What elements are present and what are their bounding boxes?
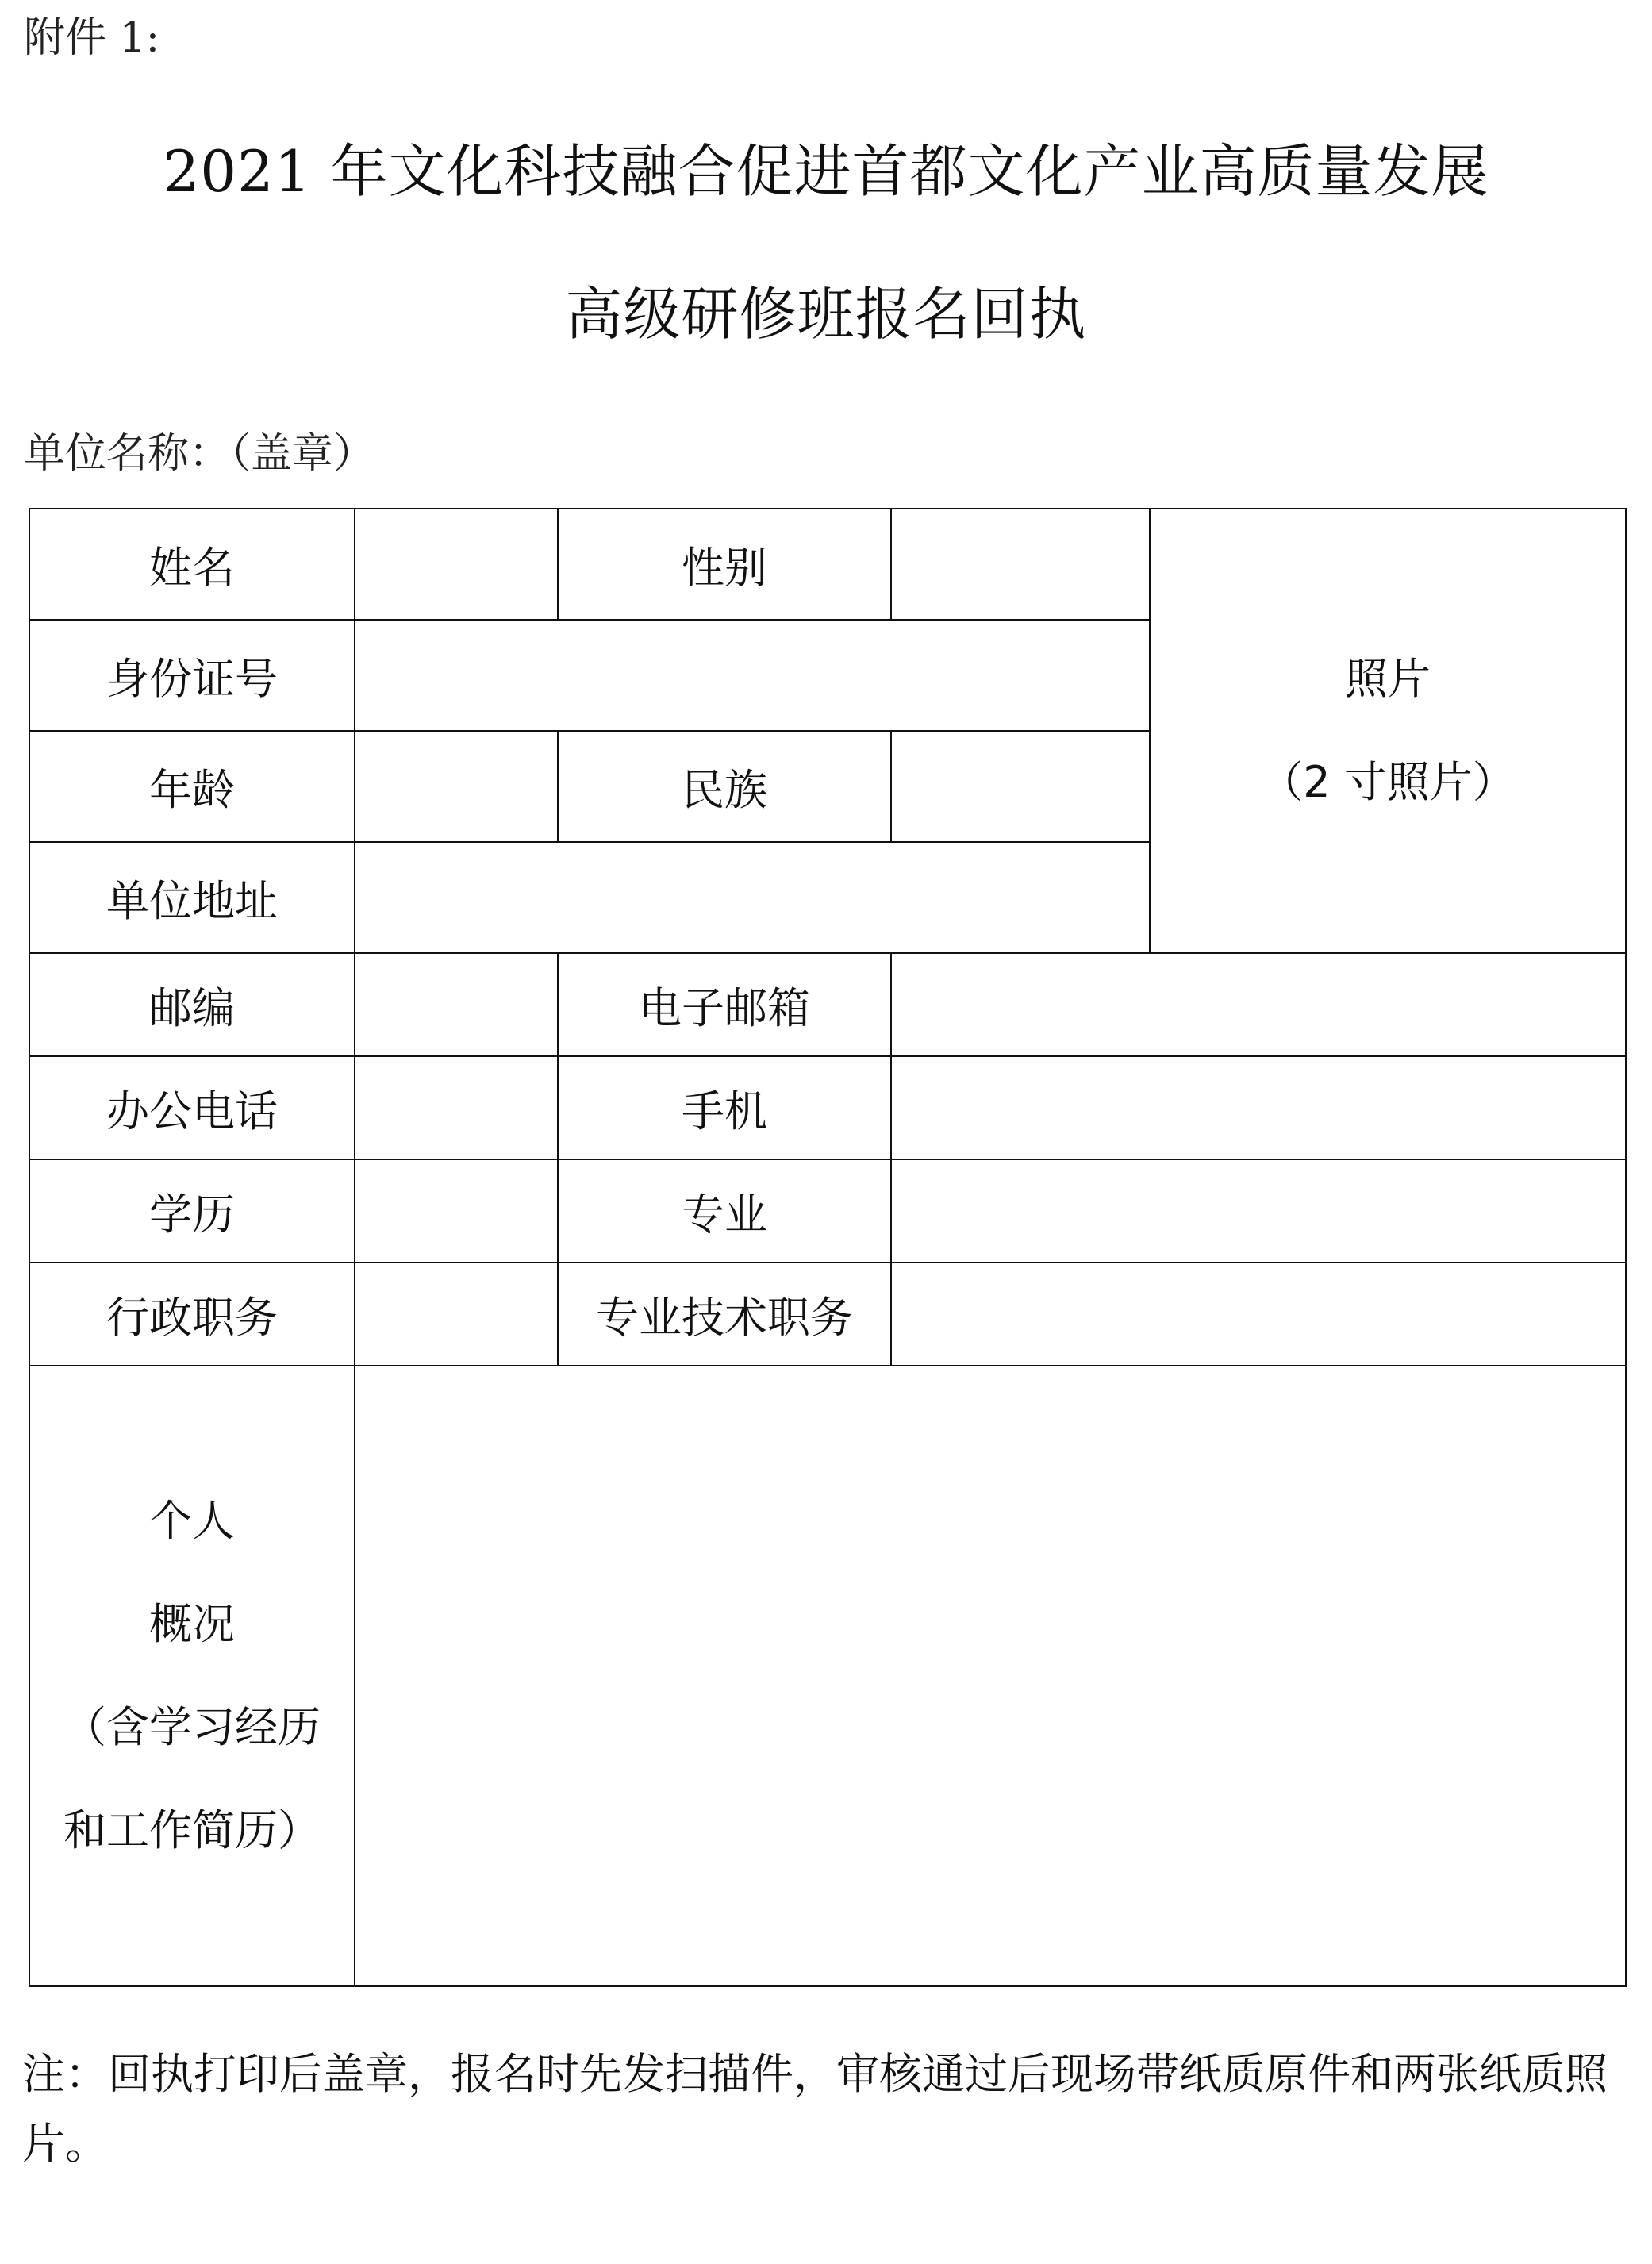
gender-field[interactable]	[891, 509, 1150, 620]
email-label: 电子邮箱	[558, 953, 891, 1056]
unit-name-label: 单位名称：（盖章）	[24, 430, 375, 478]
gender-label: 性别	[558, 509, 891, 620]
admin-position-label: 行政职务	[29, 1263, 355, 1366]
tech-position-label: 专业技术职务	[558, 1263, 891, 1366]
profile-label-line-2: 概况	[149, 1599, 235, 1649]
education-field[interactable]	[355, 1159, 558, 1263]
profile-label-line-1: 个人	[149, 1496, 235, 1546]
tech-position-field[interactable]	[891, 1263, 1626, 1366]
profile-field[interactable]	[355, 1366, 1626, 1986]
profile-label-line-4: 和工作简历）	[63, 1805, 321, 1855]
postcode-label: 邮编	[29, 953, 355, 1056]
attachment-label: 附件 1:	[24, 14, 160, 62]
photo-note: （2 寸照片）	[1260, 757, 1516, 807]
profile-label-line-3: （含学习经历	[63, 1702, 321, 1752]
unit-address-field[interactable]	[355, 842, 1150, 953]
footnote: 注：回执打印后盖章，报名时先发扫描件，审核通过后现场带纸质原件和两张纸质照片。	[22, 2049, 1608, 2169]
title-line-2: 高级研修班报名回执	[565, 281, 1087, 348]
major-field[interactable]	[891, 1159, 1626, 1263]
title-line-1: 2021 年文化科技融合促进首都文化产业高质量发展	[163, 138, 1489, 205]
profile-label-cell	[29, 1366, 355, 1986]
photo-label: 照片	[1345, 654, 1431, 704]
id-number-label: 身份证号	[29, 620, 355, 731]
name-label: 姓名	[29, 509, 355, 620]
postcode-field[interactable]	[355, 953, 558, 1056]
unit-address-label: 单位地址	[29, 842, 355, 953]
ethnicity-label: 民族	[558, 731, 891, 842]
photo-cell[interactable]	[1150, 509, 1626, 953]
mobile-label: 手机	[558, 1056, 891, 1159]
office-phone-field[interactable]	[355, 1056, 558, 1159]
age-label: 年龄	[29, 731, 355, 842]
id-number-field[interactable]	[355, 620, 1150, 731]
ethnicity-field[interactable]	[891, 731, 1150, 842]
mobile-field[interactable]	[891, 1056, 1626, 1159]
age-field[interactable]	[355, 731, 558, 842]
registration-form-table	[29, 508, 1627, 1987]
name-field[interactable]	[355, 509, 558, 620]
email-field[interactable]	[891, 953, 1626, 1056]
office-phone-label: 办公电话	[29, 1056, 355, 1159]
education-label: 学历	[29, 1159, 355, 1263]
admin-position-field[interactable]	[355, 1263, 558, 1366]
major-label: 专业	[558, 1159, 891, 1263]
